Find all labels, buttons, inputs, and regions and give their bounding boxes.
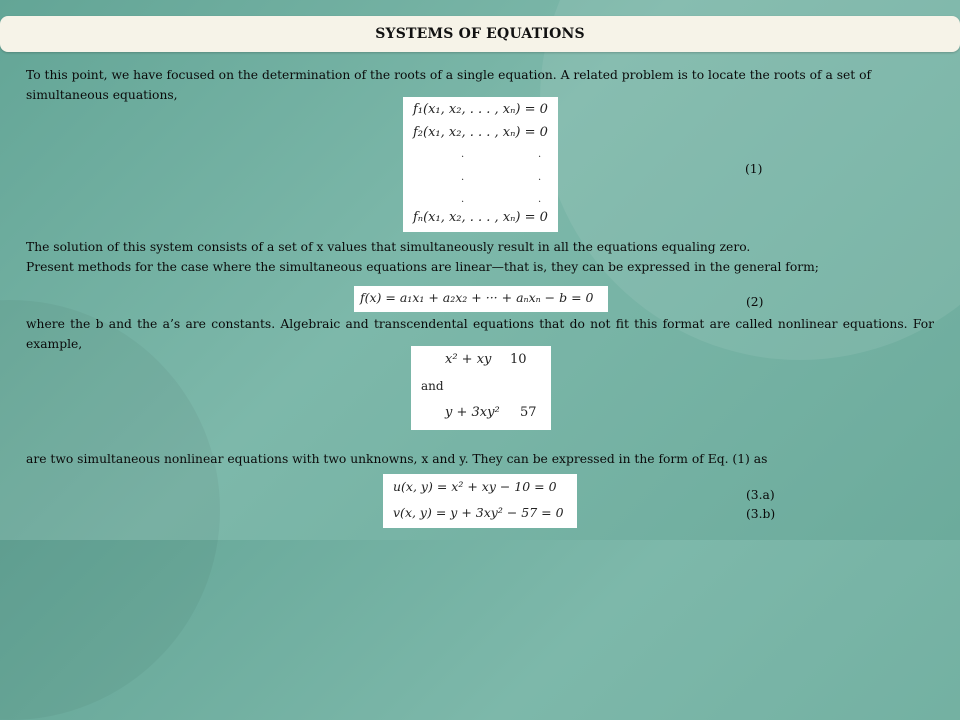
equation-3b-number: (3.b) (746, 507, 776, 521)
equation-1-dot: . (538, 194, 542, 205)
example-line-1-rhs: 10 (510, 352, 527, 367)
paragraph-linear-form: Present methods for the case where the simultaneous equations are linear—that is, they can be expressed in the general form; (26, 260, 819, 274)
equation-1-line-2: f₂(x₁, x₂, . . . , xₙ) = 0 (413, 125, 548, 140)
equation-2-text: f(x) = a₁x₁ + a₂x₂ + ··· + aₙxₙ − b = 0 (360, 290, 594, 305)
example-line-2-rhs: 57 (520, 405, 537, 420)
page-title: SYSTEMS OF EQUATIONS (375, 26, 585, 42)
equation-3-image (383, 474, 577, 528)
example-line-1-lhs: x² + xy (445, 352, 492, 367)
equation-2-image (354, 286, 608, 312)
equation-1-line-n: fₙ(x₁, x₂, . . . , xₙ) = 0 (413, 210, 548, 225)
equation-3a: u(x, y) = x² + xy − 10 = 0 (393, 479, 557, 494)
paragraph-nonlinear: where the b and the a’s are constants. Algebraic and transcendental equations that do not fit this format are called nonlinear equations. For example, (26, 317, 934, 351)
equation-1-dot: . (538, 172, 542, 183)
equation-1-dot: . (538, 149, 542, 160)
paragraph-expressed-form: are two simultaneous nonlinear equations with two unknowns, x and y. They can be expressed in the form of Eq. (1) as (26, 452, 768, 466)
title-bar (0, 16, 960, 52)
example-equations-image (411, 346, 551, 430)
equation-1-dot: . (461, 194, 465, 205)
background-decoration (0, 300, 220, 720)
paragraph-intro: To this point, we have focused on the determination of the roots of a single equation. A related problem is to locate the roots of a set of simultaneous equations, (26, 68, 872, 102)
equation-1-line-1: f₁(x₁, x₂, . . . , xₙ) = 0 (413, 102, 548, 117)
paragraph-solution: The solution of this system consists of a set of x values that simultaneously result in all the equations equaling zero. (26, 240, 751, 254)
example-line-2-lhs: y + 3xy² (445, 405, 500, 420)
example-connector: and (421, 379, 444, 393)
equation-1-dot: . (461, 149, 465, 160)
equation-1-dot: . (461, 172, 465, 183)
equation-1-image (403, 97, 558, 232)
equation-3b: v(x, y) = y + 3xy² − 57 = 0 (393, 505, 564, 520)
equation-1-number: (1) (745, 162, 763, 176)
equation-2-number: (2) (746, 295, 764, 309)
equation-3a-number: (3.a) (746, 488, 775, 502)
